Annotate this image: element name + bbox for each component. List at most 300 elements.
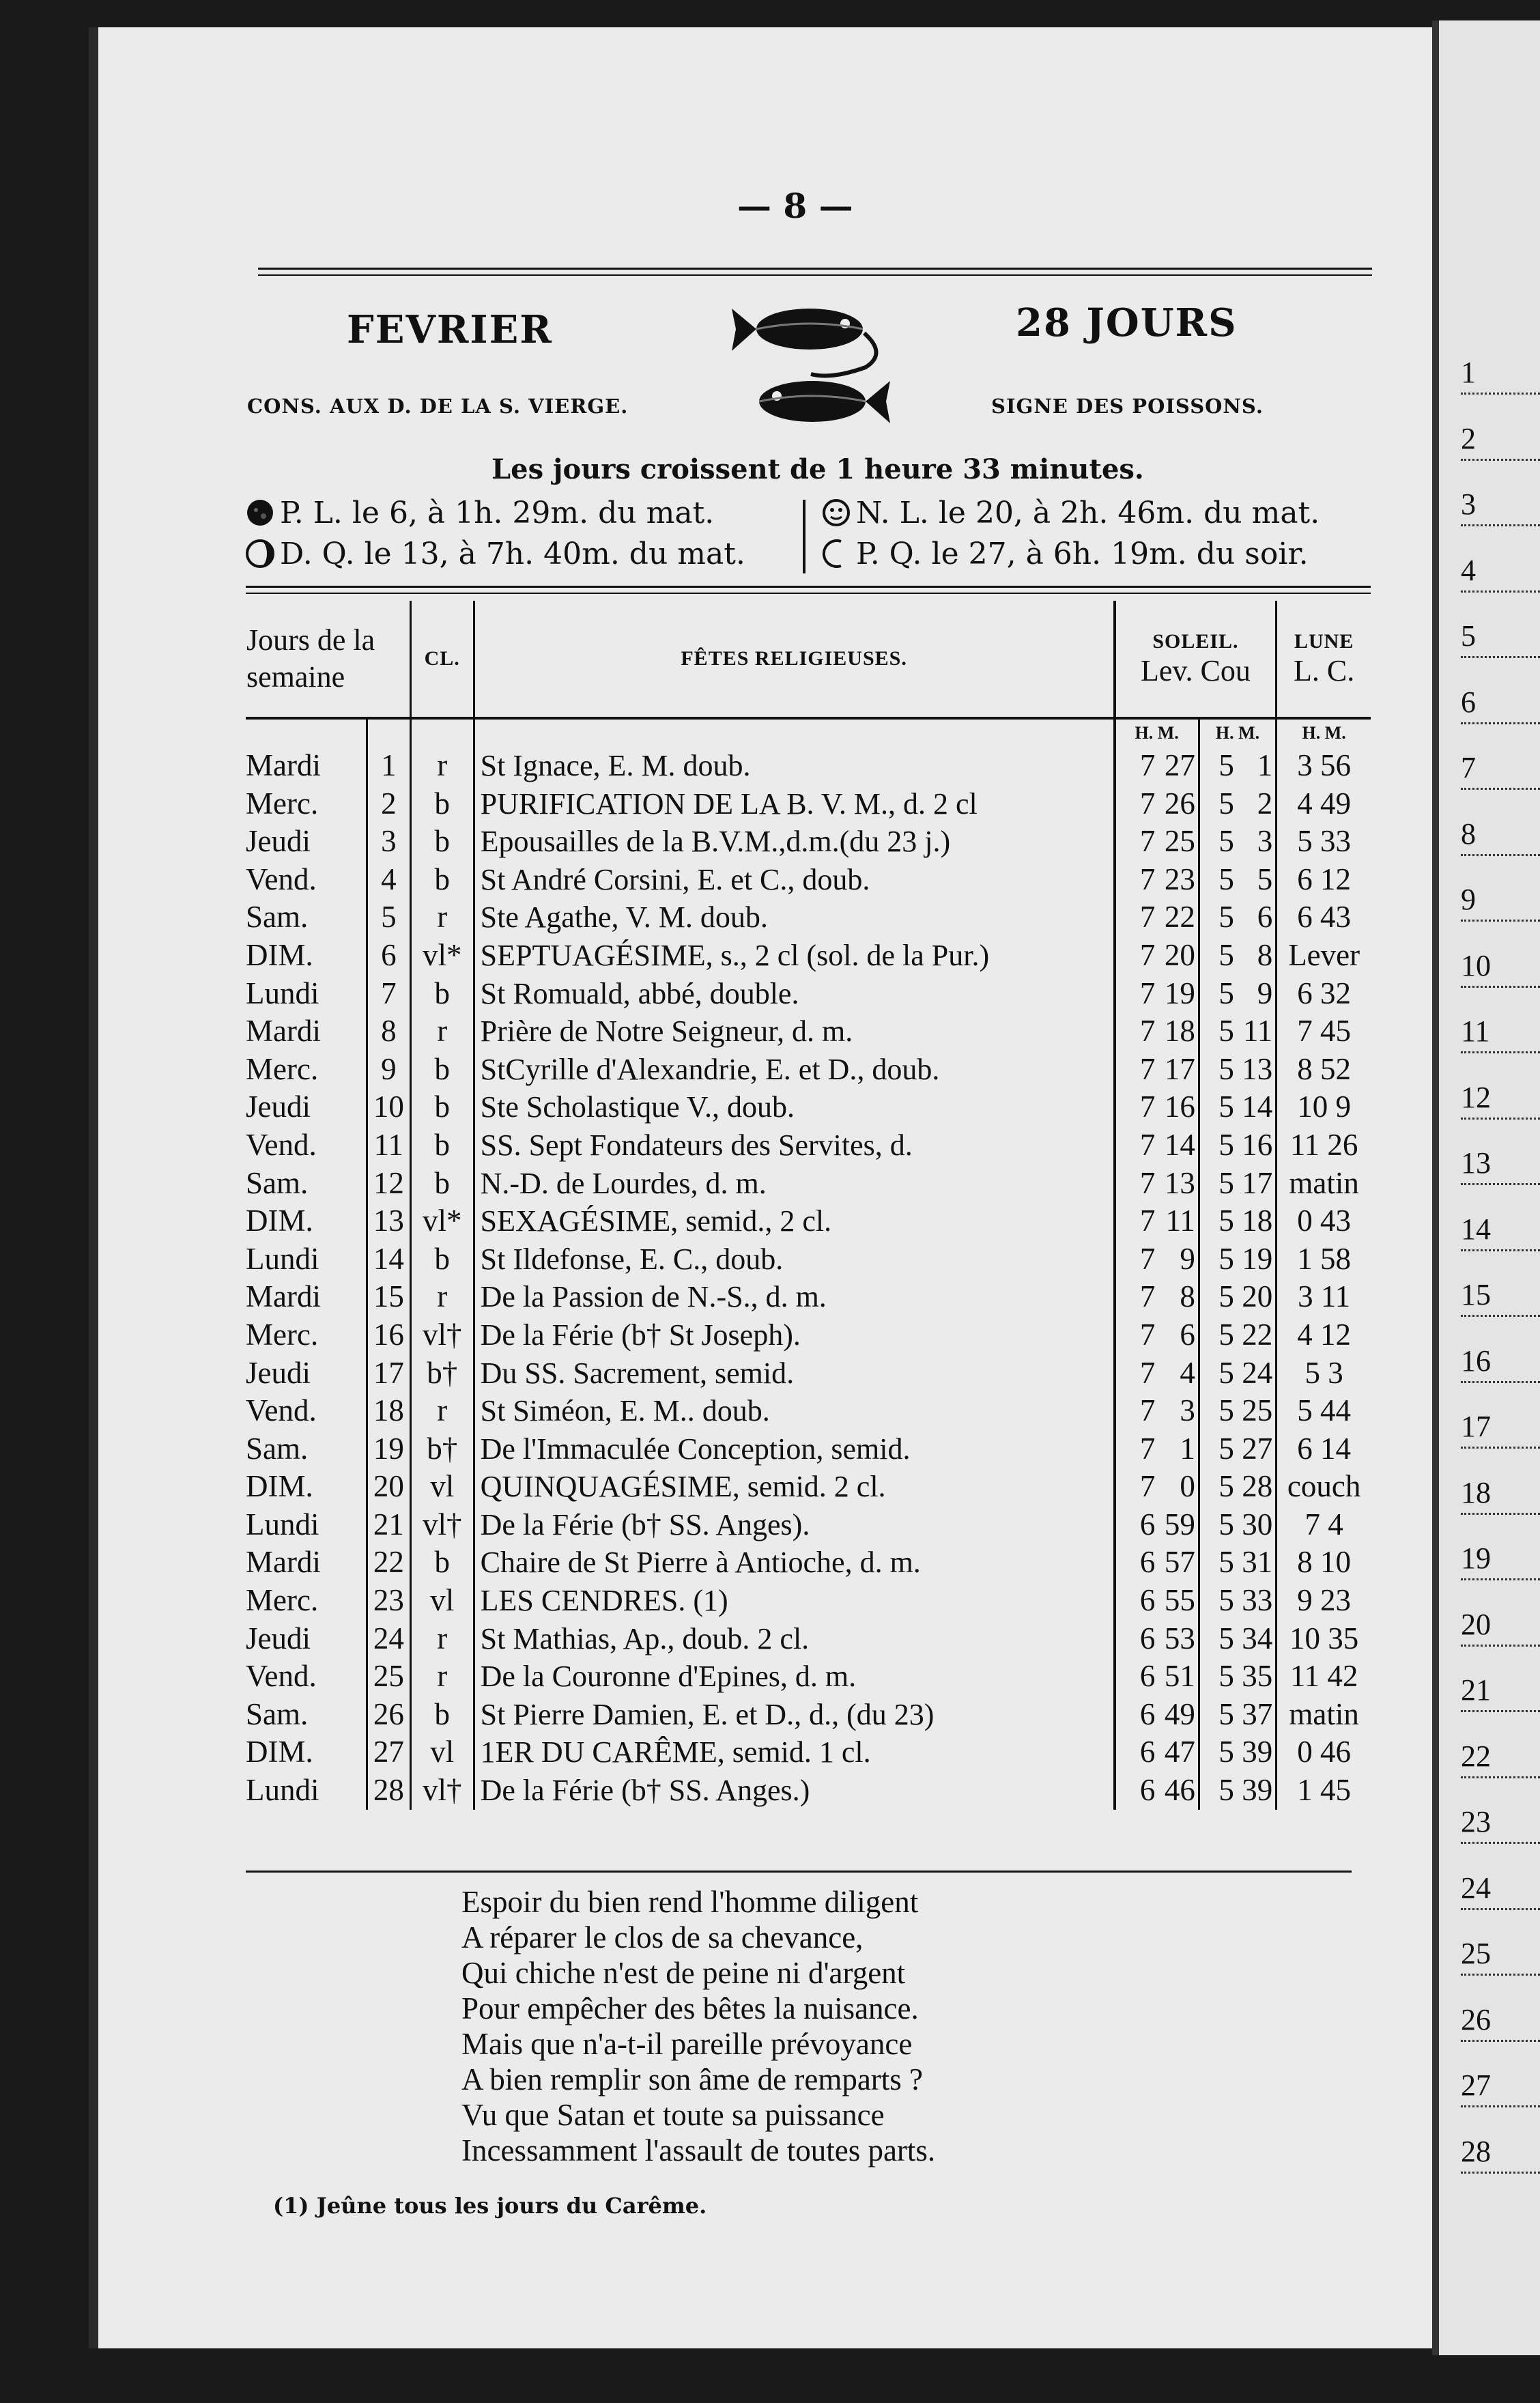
cell-ch: 5 — [1199, 1202, 1234, 1240]
cell-cl: r — [410, 1620, 474, 1658]
facing-day-number: 17 — [1461, 1409, 1540, 1449]
cell-cl: b — [410, 975, 474, 1013]
days-grow-text: Les jours croissent de 1 heure 33 minutes. — [491, 453, 1144, 485]
cell-ch: 5 — [1199, 1582, 1234, 1620]
cell-lh: 6 — [1139, 1659, 1156, 1694]
cell-cl: b† — [410, 1354, 474, 1393]
cell-lh: 7 — [1139, 1127, 1156, 1162]
cell-cm: 37 — [1234, 1696, 1277, 1734]
cell-lune: 3 56 — [1297, 748, 1352, 782]
new-moon-icon — [822, 498, 851, 527]
cell-lm: 55 — [1164, 1583, 1195, 1618]
cell-cl: b — [410, 1088, 474, 1126]
facing-day-number: 22 — [1461, 1739, 1540, 1778]
facing-day-number: 20 — [1461, 1607, 1540, 1647]
table-row — [246, 1696, 1371, 1734]
cell-fete: StCyrille d'Alexandrie, E. et D., doub. — [474, 1051, 1114, 1089]
cell-day: Vend. — [246, 862, 317, 896]
cell-fete: St Mathias, Ap., doub. 2 cl. — [474, 1620, 1114, 1658]
cell-cm: 17 — [1234, 1165, 1277, 1203]
cell-lh: 7 — [1139, 1431, 1156, 1466]
footnote: (1) Jeûne tous les jours du Carême. — [273, 2193, 707, 2219]
last-quarter-icon — [246, 539, 274, 568]
cell-ch: 5 — [1199, 898, 1234, 937]
facing-day-number: 16 — [1461, 1343, 1540, 1383]
cell-cl: b — [410, 1126, 474, 1165]
table-row — [246, 975, 1371, 1013]
table-row — [246, 785, 1371, 823]
cell-cm: 19 — [1234, 1240, 1277, 1279]
facing-day-number: 13 — [1461, 1146, 1540, 1185]
cell-lune: 6 12 — [1297, 862, 1352, 896]
cell-lm: 23 — [1164, 862, 1195, 896]
cell-cl: b† — [410, 1430, 474, 1468]
cell-num: 3 — [367, 823, 410, 861]
cell-lune: 4 49 — [1297, 786, 1352, 821]
cell-lh: 7 — [1139, 1355, 1156, 1390]
cell-day: Mardi — [246, 1279, 321, 1314]
cell-day: Vend. — [246, 1127, 317, 1162]
facing-day-number: 12 — [1461, 1080, 1540, 1120]
cell-num: 2 — [367, 785, 410, 823]
month-days-count: 28 JOURS — [1016, 300, 1238, 345]
cell-lune: matin — [1289, 1696, 1359, 1731]
table-row — [246, 1430, 1371, 1468]
cell-day: DIM. — [246, 1735, 313, 1769]
cell-day: Jeudi — [246, 1090, 311, 1124]
facing-day-number: 26 — [1461, 2002, 1540, 2042]
cell-lune: 1 45 — [1297, 1773, 1352, 1808]
cell-cm: 31 — [1234, 1544, 1277, 1582]
cell-ch: 5 — [1199, 1051, 1234, 1089]
col-header-fetes — [474, 601, 1114, 718]
page-number: — 8 — — [737, 186, 853, 226]
hm-lev: H. M. — [1135, 723, 1179, 743]
cell-lm: 14 — [1164, 1127, 1195, 1162]
table-row — [246, 1126, 1371, 1165]
phase-first-quarter-text: P. Q. le 27, à 6h. 19m. du soir. — [856, 537, 1309, 571]
cell-day: Merc. — [246, 1051, 319, 1086]
facing-day-number: 23 — [1461, 1804, 1540, 1844]
facing-day-number: 10 — [1461, 948, 1540, 988]
cell-ch: 5 — [1199, 975, 1234, 1013]
cell-ch: 5 — [1199, 1733, 1234, 1772]
table-row — [246, 1051, 1371, 1089]
cell-fete: SEPTUAGÉSIME, s., 2 cl (sol. de la Pur.) — [474, 937, 1114, 975]
col-header-lune-text: LUNE — [1294, 629, 1354, 653]
cell-cl: vl — [410, 1468, 474, 1506]
cell-cl: vl* — [410, 937, 474, 975]
cell-lh: 7 — [1139, 862, 1156, 896]
cell-lune: 0 43 — [1297, 1204, 1352, 1238]
cell-num: 9 — [367, 1051, 410, 1089]
cell-cm: 33 — [1234, 1582, 1277, 1620]
cell-cl: vl† — [410, 1316, 474, 1354]
cell-lh: 7 — [1139, 1469, 1156, 1504]
cell-ch: 5 — [1199, 1126, 1234, 1165]
cell-lh: 7 — [1139, 786, 1156, 821]
col-header-days-text: Jours de la semaine — [246, 623, 375, 694]
cell-lm: 26 — [1164, 786, 1195, 821]
phase-divider — [803, 500, 805, 573]
cell-fete: St André Corsini, E. et C., doub. — [474, 861, 1114, 899]
cell-cl: r — [410, 1278, 474, 1316]
cell-lune: Lever — [1288, 937, 1360, 972]
cell-fete: N.-D. de Lourdes, d. m. — [474, 1165, 1114, 1203]
cell-num: 21 — [367, 1506, 410, 1544]
cell-cm: 14 — [1234, 1088, 1277, 1126]
cell-num: 5 — [367, 898, 410, 937]
cell-fete: St Pierre Damien, E. et D., d., (du 23) — [474, 1696, 1114, 1734]
poem-line: Pour empêcher des bêtes la nuisance. — [461, 1991, 919, 2025]
cell-cm: 1 — [1234, 747, 1277, 785]
cell-lh: 6 — [1139, 1773, 1156, 1808]
cell-lh: 7 — [1139, 1090, 1156, 1124]
cell-cm: 13 — [1234, 1051, 1277, 1089]
cell-fete: LES CENDRES. (1) — [474, 1582, 1114, 1620]
facing-day-number: 27 — [1461, 2068, 1540, 2107]
phase-last-quarter — [246, 537, 745, 571]
cell-lh: 6 — [1139, 1583, 1156, 1618]
cell-lh: 7 — [1139, 976, 1156, 1010]
poem-line: A réparer le clos de sa chevance, — [461, 1920, 864, 1954]
cell-lune: 5 33 — [1297, 824, 1352, 859]
cell-lune: 6 43 — [1297, 900, 1352, 935]
cell-day: Jeudi — [246, 1355, 311, 1390]
cell-cm: 28 — [1234, 1468, 1277, 1506]
cell-cl: b — [410, 1696, 474, 1734]
cell-num: 18 — [367, 1392, 410, 1430]
cell-day: Merc. — [246, 1317, 319, 1352]
cell-num: 26 — [367, 1696, 410, 1734]
facing-day-number: 21 — [1461, 1673, 1540, 1712]
cell-num: 1 — [367, 747, 410, 785]
cell-lm: 59 — [1164, 1507, 1195, 1541]
table-row — [246, 1468, 1371, 1506]
cell-cl: vl — [410, 1733, 474, 1772]
cell-cl: b — [410, 823, 474, 861]
cell-lm: 20 — [1164, 937, 1195, 972]
cell-fete: St Ildefonse, E. C., doub. — [474, 1240, 1114, 1279]
facing-day-number: 14 — [1461, 1212, 1540, 1251]
cell-day: Sam. — [246, 900, 309, 935]
cell-day: Vend. — [246, 1659, 317, 1694]
cell-lm: 46 — [1164, 1773, 1195, 1808]
hm-subheader-row — [246, 718, 1371, 747]
cell-fete: Chaire de St Pierre à Antioche, d. m. — [474, 1544, 1114, 1582]
cell-num: 16 — [367, 1316, 410, 1354]
facing-day-number: 18 — [1461, 1475, 1540, 1515]
cell-lune: 6 14 — [1297, 1431, 1352, 1466]
cell-lh: 6 — [1139, 1621, 1156, 1655]
cell-cm: 5 — [1234, 861, 1277, 899]
table-row — [246, 1772, 1371, 1810]
table-row — [246, 1544, 1371, 1582]
cell-fete: Epousailles de la B.V.M.,d.m.(du 23 j.) — [474, 823, 1114, 861]
cell-cm: 24 — [1234, 1354, 1277, 1393]
calendar-table — [246, 601, 1371, 1810]
cell-cm: 39 — [1234, 1772, 1277, 1810]
cell-lm: 3 — [1180, 1393, 1195, 1428]
cell-lm: 49 — [1164, 1696, 1195, 1731]
cell-cm: 9 — [1234, 975, 1277, 1013]
table-top-rule — [246, 586, 1371, 588]
cell-ch: 5 — [1199, 1506, 1234, 1544]
cell-fete: Ste Agathe, V. M. doub. — [474, 898, 1114, 937]
cell-lh: 6 — [1139, 1545, 1156, 1580]
phase-new-moon — [822, 496, 1320, 530]
facing-day-number: 7 — [1461, 750, 1540, 790]
cell-day: Lundi — [246, 1507, 319, 1541]
cell-num: 6 — [367, 937, 410, 975]
cell-ch: 5 — [1199, 747, 1234, 785]
cell-day: Lundi — [246, 1773, 319, 1808]
cell-cm: 35 — [1234, 1658, 1277, 1696]
cell-lh: 7 — [1139, 1393, 1156, 1428]
col-header-lune — [1277, 601, 1371, 718]
cell-lh: 6 — [1139, 1735, 1156, 1769]
cell-num: 25 — [367, 1658, 410, 1696]
cell-day: Sam. — [246, 1431, 309, 1466]
cell-lune: 8 10 — [1297, 1545, 1352, 1580]
cell-lune: 11 42 — [1289, 1659, 1358, 1694]
cell-lm: 9 — [1180, 1241, 1195, 1276]
cell-lune: 10 35 — [1289, 1621, 1359, 1655]
cell-lm: 22 — [1164, 900, 1195, 935]
cell-day: Jeudi — [246, 824, 311, 859]
full-moon-icon — [246, 498, 274, 527]
cell-fete: St Siméon, E. M.. doub. — [474, 1392, 1114, 1430]
cell-lm: 1 — [1180, 1431, 1195, 1466]
cell-cm: 27 — [1234, 1430, 1277, 1468]
facing-day-number: 8 — [1461, 816, 1540, 856]
cell-cm: 11 — [1234, 1012, 1277, 1051]
cell-cm: 6 — [1234, 898, 1277, 937]
cell-ch: 5 — [1199, 937, 1234, 975]
cell-lm: 51 — [1164, 1659, 1195, 1694]
cell-num: 17 — [367, 1354, 410, 1393]
cell-lune: couch — [1287, 1469, 1361, 1504]
col-header-soleil — [1115, 601, 1277, 718]
cell-lune: 0 46 — [1297, 1735, 1352, 1769]
cell-cl: vl† — [410, 1506, 474, 1544]
cell-fete: De la Passion de N.-S., d. m. — [474, 1278, 1114, 1316]
cell-fete: PURIFICATION DE LA B. V. M., d. 2 cl — [474, 785, 1114, 823]
cell-lune: 8 52 — [1297, 1051, 1352, 1086]
table-row — [246, 1278, 1371, 1316]
cell-lm: 4 — [1180, 1355, 1195, 1390]
cell-num: 20 — [367, 1468, 410, 1506]
cell-lm: 13 — [1164, 1165, 1195, 1200]
cell-lh: 6 — [1139, 1696, 1156, 1731]
cell-cl: r — [410, 898, 474, 937]
cell-ch: 5 — [1199, 1240, 1234, 1279]
cell-fete: Prière de Notre Seigneur, d. m. — [474, 1012, 1114, 1051]
cell-ch: 5 — [1199, 1658, 1234, 1696]
cell-lh: 6 — [1139, 1507, 1156, 1541]
cell-fete: De la Férie (b† St Joseph). — [474, 1316, 1114, 1354]
cell-lm: 53 — [1164, 1621, 1195, 1655]
table-row — [246, 1202, 1371, 1240]
cell-fete: St Romuald, abbé, double. — [474, 975, 1114, 1013]
cell-day: Jeudi — [246, 1621, 311, 1655]
cell-ch: 5 — [1199, 1544, 1234, 1582]
cell-lm: 25 — [1164, 824, 1195, 859]
cell-lm: 6 — [1180, 1317, 1195, 1352]
table-top-rule-thin — [246, 593, 1371, 594]
cell-lh: 7 — [1139, 1279, 1156, 1314]
cell-lm: 27 — [1164, 748, 1195, 782]
cell-lh: 7 — [1139, 900, 1156, 935]
cell-cl: b — [410, 1240, 474, 1279]
table-row — [246, 898, 1371, 937]
facing-day-number: 3 — [1461, 487, 1540, 526]
table-bottom-rule — [246, 1871, 1352, 1873]
poem-line: Vu que Satan et toute sa puissance — [461, 2098, 885, 2132]
cell-lune: 5 44 — [1297, 1393, 1352, 1428]
cell-cl: vl† — [410, 1772, 474, 1810]
table-row — [246, 1088, 1371, 1126]
table-row — [246, 1240, 1371, 1279]
cell-ch: 5 — [1199, 1316, 1234, 1354]
cell-day: Merc. — [246, 786, 319, 821]
cell-ch: 5 — [1199, 1012, 1234, 1051]
hm-lune: H. M. — [1302, 723, 1346, 743]
table-row — [246, 1582, 1371, 1620]
cell-lh: 7 — [1139, 1014, 1156, 1049]
cell-lh: 7 — [1139, 824, 1156, 859]
phase-full-moon-text: P. L. le 6, à 1h. 29m. du mat. — [280, 496, 715, 530]
cell-cm: 30 — [1234, 1506, 1277, 1544]
cell-lh: 7 — [1139, 1204, 1156, 1238]
cell-lm: 8 — [1180, 1279, 1195, 1314]
cell-cm: 18 — [1234, 1202, 1277, 1240]
cell-cl: r — [410, 1658, 474, 1696]
cell-num: 23 — [367, 1582, 410, 1620]
cell-fete: QUINQUAGÉSIME, semid. 2 cl. — [474, 1468, 1114, 1506]
cell-num: 7 — [367, 975, 410, 1013]
cell-cm: 16 — [1234, 1126, 1277, 1165]
cell-lm: 18 — [1164, 1014, 1195, 1049]
cell-day: Mardi — [246, 748, 321, 782]
cell-cl: r — [410, 747, 474, 785]
cell-lm: 11 — [1165, 1204, 1195, 1238]
col-header-cl-text: CL. — [424, 647, 460, 670]
facing-day-number: 28 — [1461, 2134, 1540, 2174]
cell-lune: 4 12 — [1297, 1317, 1352, 1352]
table-row — [246, 861, 1371, 899]
poem-line: Incessamment l'assault de toutes parts. — [461, 2133, 936, 2167]
cell-fete: St Ignace, E. M. doub. — [474, 747, 1114, 785]
table-row — [246, 1506, 1371, 1544]
pisces-sign-icon — [729, 294, 893, 437]
cell-ch: 5 — [1199, 1392, 1234, 1430]
table-row — [246, 747, 1371, 785]
cell-num: 19 — [367, 1430, 410, 1468]
facing-day-number: 2 — [1461, 421, 1540, 461]
cell-num: 8 — [367, 1012, 410, 1051]
cell-cm: 22 — [1234, 1316, 1277, 1354]
table-row — [246, 1354, 1371, 1393]
table-row — [246, 1658, 1371, 1696]
facing-day-number: 24 — [1461, 1871, 1540, 1910]
cell-day: DIM. — [246, 1469, 313, 1504]
phase-last-quarter-text: D. Q. le 13, à 7h. 40m. du mat. — [280, 537, 745, 571]
cell-cm: 20 — [1234, 1278, 1277, 1316]
cell-num: 4 — [367, 861, 410, 899]
facing-day-number: 15 — [1461, 1277, 1540, 1317]
cell-fete: De la Couronne d'Epines, d. m. — [474, 1658, 1114, 1696]
cell-num: 24 — [367, 1620, 410, 1658]
zodiac-sign-text: SIGNE DES POISSONS. — [991, 395, 1264, 418]
cell-ch: 5 — [1199, 1772, 1234, 1810]
col-header-lev: Lev. — [1140, 653, 1193, 687]
cell-fete: De l'Immaculée Conception, semid. — [474, 1430, 1114, 1468]
cell-cl: b — [410, 785, 474, 823]
cell-lune: 3 11 — [1298, 1279, 1351, 1314]
phase-new-moon-text: N. L. le 20, à 2h. 46m. du mat. — [856, 496, 1320, 530]
cell-cm: 2 — [1234, 785, 1277, 823]
consecration-text: CONS. AUX D. DE LA S. VIERGE. — [247, 395, 629, 418]
cell-lm: 47 — [1164, 1735, 1195, 1769]
cell-cl: vl — [410, 1582, 474, 1620]
cell-cm: 34 — [1234, 1620, 1277, 1658]
cell-lm: 19 — [1164, 976, 1195, 1010]
cell-fete: De la Férie (b† SS. Anges.) — [474, 1772, 1114, 1810]
table-row — [246, 1620, 1371, 1658]
table-row — [246, 1733, 1371, 1772]
cell-fete: Du SS. Sacrement, semid. — [474, 1354, 1114, 1393]
phase-first-quarter — [822, 537, 1309, 571]
poem-line: Espoir du bien rend l'homme diligent — [461, 1885, 919, 1919]
cell-fete: SS. Sept Fondateurs des Servites, d. — [474, 1126, 1114, 1165]
cell-day: Merc. — [246, 1583, 319, 1618]
cell-ch: 5 — [1199, 823, 1234, 861]
cell-fete: Ste Scholastique V., doub. — [474, 1088, 1114, 1126]
cell-cm: 25 — [1234, 1392, 1277, 1430]
cell-ch: 5 — [1199, 1278, 1234, 1316]
col-header-lc: L. C. — [1294, 653, 1355, 687]
cell-cl: b — [410, 1544, 474, 1582]
facing-day-number: 1 — [1461, 355, 1540, 395]
cell-num: 14 — [367, 1240, 410, 1279]
cell-lm: 17 — [1164, 1051, 1195, 1086]
cell-lune: 7 45 — [1297, 1014, 1352, 1049]
col-header-cou: Cou — [1200, 653, 1251, 687]
cell-num: 12 — [367, 1165, 410, 1203]
poem-line: A bien remplir son âme de remparts ? — [461, 2062, 924, 2096]
cell-ch: 5 — [1199, 1696, 1234, 1734]
cell-cl: b — [410, 861, 474, 899]
cell-fete: SEXAGÉSIME, semid., 2 cl. — [474, 1202, 1114, 1240]
cell-num: 11 — [367, 1126, 410, 1165]
first-quarter-icon — [822, 539, 851, 568]
cell-fete: De la Férie (b† SS. Anges). — [474, 1506, 1114, 1544]
cell-day: Lundi — [246, 976, 319, 1010]
cell-cm: 8 — [1234, 937, 1277, 975]
cell-day: Mardi — [246, 1545, 321, 1580]
cell-day: Sam. — [246, 1165, 309, 1200]
cell-num: 15 — [367, 1278, 410, 1316]
cell-num: 27 — [367, 1733, 410, 1772]
poem-line: Mais que n'a-t-il pareille prévoyance — [461, 2027, 913, 2061]
cell-day: DIM. — [246, 1204, 313, 1238]
table-row — [246, 1012, 1371, 1051]
cell-lune: 1 58 — [1297, 1241, 1352, 1276]
table-row — [246, 937, 1371, 975]
cell-day: DIM. — [246, 937, 313, 972]
poem — [461, 1884, 935, 2168]
